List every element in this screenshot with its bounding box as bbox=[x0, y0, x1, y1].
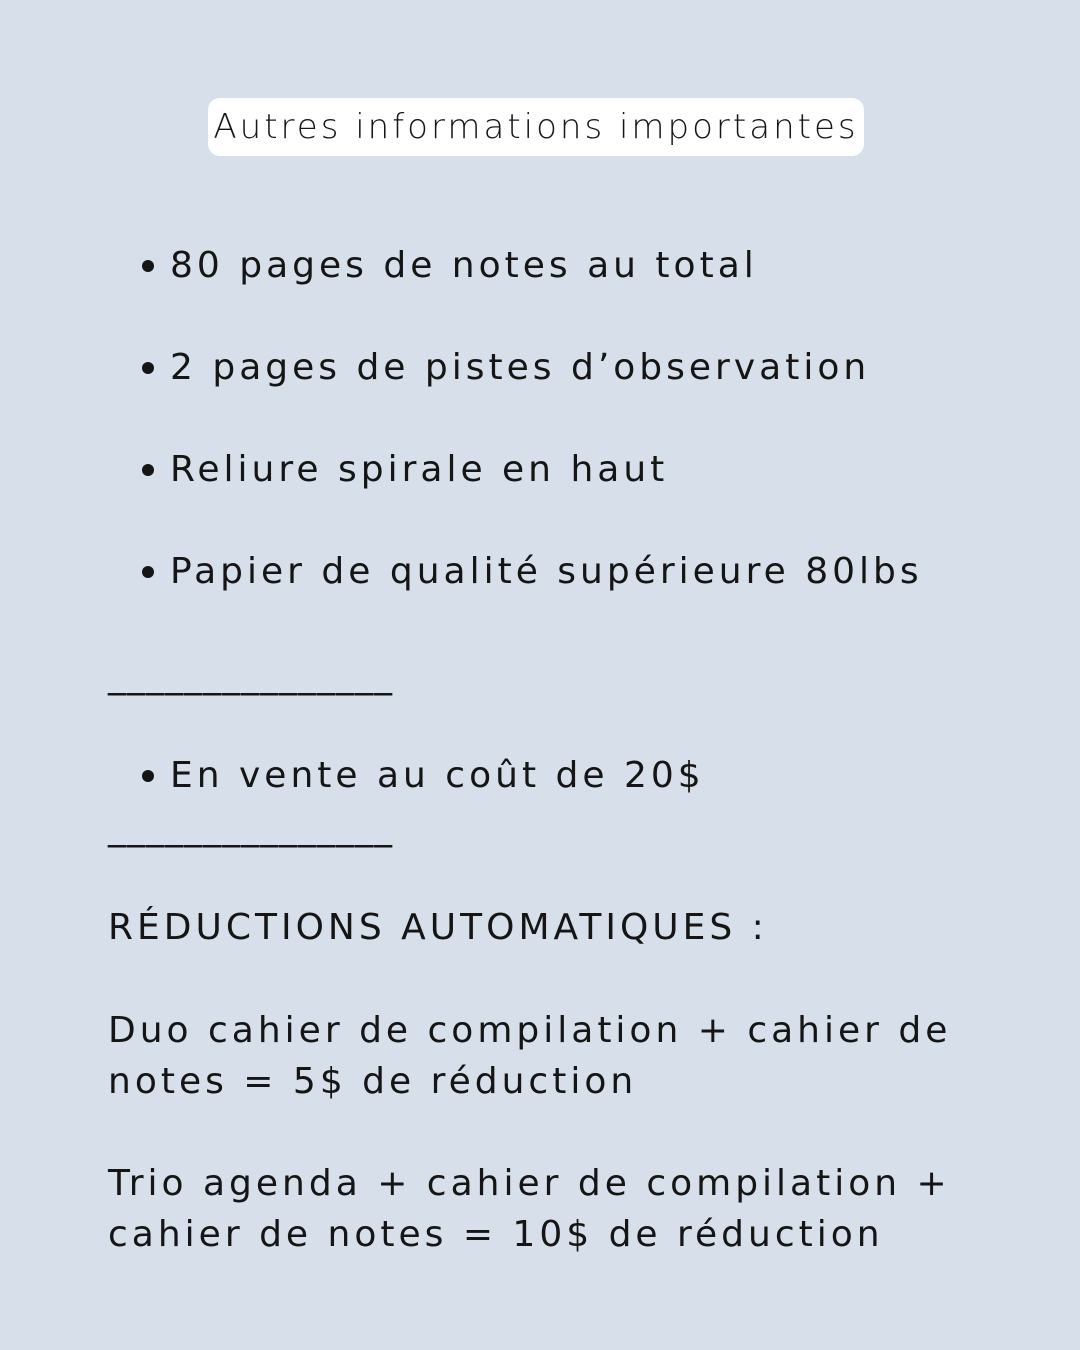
feature-text: Papier de qualité supérieure 80lbs bbox=[170, 551, 923, 592]
trio-offer-line: cahier de notes = 10$ de réduction bbox=[108, 1214, 884, 1255]
bullet-icon bbox=[142, 260, 154, 272]
bullet-icon bbox=[142, 566, 154, 578]
bullet-icon bbox=[142, 464, 154, 476]
bullet-icon bbox=[142, 362, 154, 374]
list-item bbox=[138, 340, 923, 442]
separator-line: _______________ bbox=[108, 655, 393, 696]
price-item bbox=[138, 748, 705, 804]
feature-text: 80 pages de notes au total bbox=[170, 245, 758, 286]
list-item bbox=[138, 442, 923, 544]
feature-text: Reliure spirale en haut bbox=[170, 449, 669, 490]
list-item bbox=[138, 238, 923, 340]
feature-text: 2 pages de pistes d’observation bbox=[170, 347, 871, 388]
separator-line: _______________ bbox=[108, 807, 393, 848]
list-item bbox=[138, 544, 923, 646]
price-text: En vente au coût de 20$ bbox=[170, 755, 705, 796]
title-banner bbox=[208, 98, 864, 156]
duo-offer-line: Duo cahier de compilation + cahier de bbox=[108, 1010, 952, 1051]
bullet-icon bbox=[142, 770, 154, 782]
duo-offer-line: notes = 5$ de réduction bbox=[108, 1061, 638, 1102]
features-list bbox=[138, 238, 923, 646]
page-title: Autres informations importantes bbox=[213, 107, 859, 147]
trio-offer-line: Trio agenda + cahier de compilation + bbox=[108, 1163, 951, 1204]
reductions-heading: RÉDUCTIONS AUTOMATIQUES : bbox=[108, 907, 768, 948]
